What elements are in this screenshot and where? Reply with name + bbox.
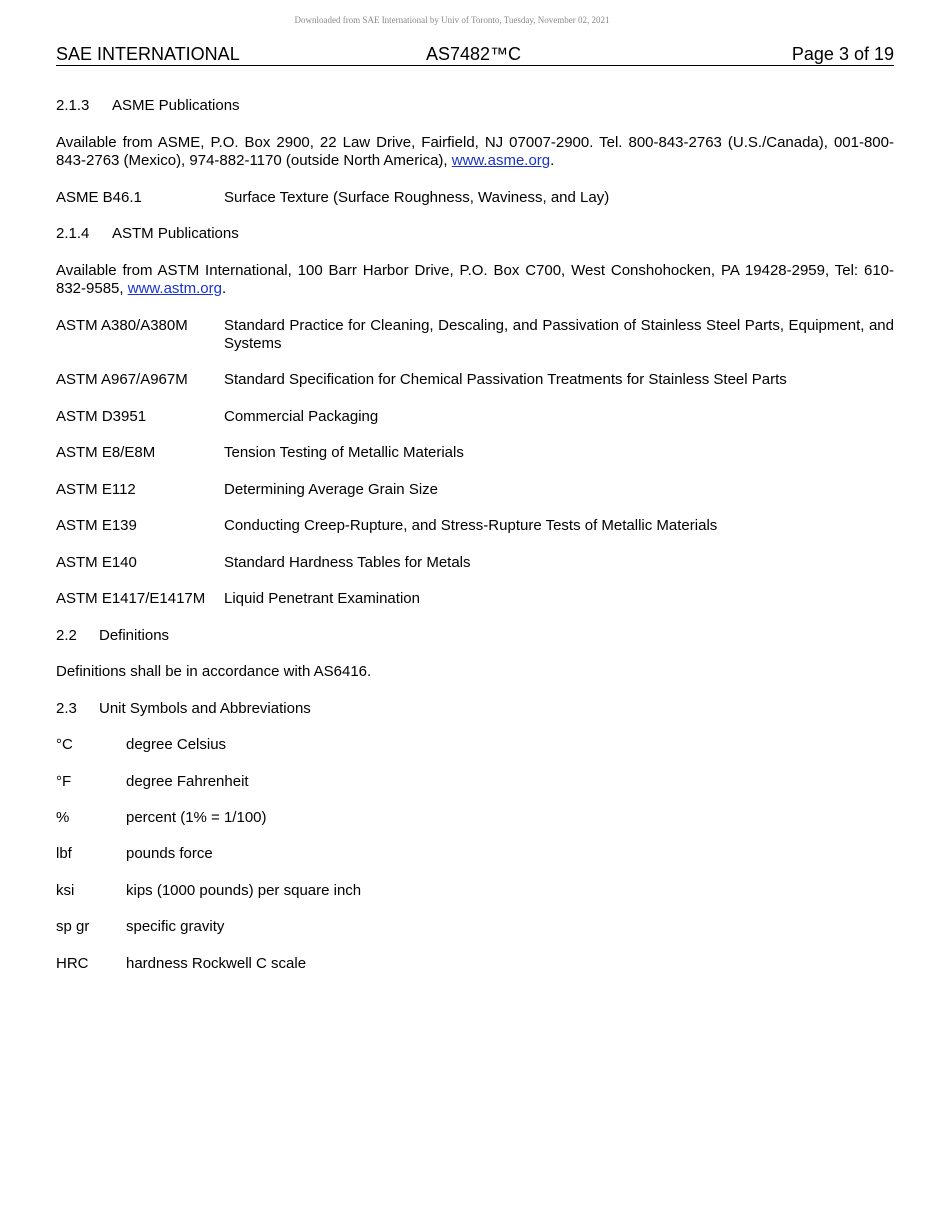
reference-description: Conducting Creep-Rupture, and Stress-Rupture Tests of Metallic Materials: [224, 517, 718, 534]
unit-row: [56, 845, 894, 863]
reference-code: ASTM E8/E8M: [56, 444, 156, 461]
reference-description: Tension Testing of Metallic Materials: [224, 444, 464, 461]
availability-text: Available from ASTM International, 100 Barr Harbor Drive, P.O. Box C700, West Conshohocken, PA 19428-2959, Tel: 610-832-9585,: [56, 262, 894, 297]
reference-row: [56, 481, 894, 499]
section-number: 2.2: [56, 627, 77, 644]
reference-description: Surface Texture (Surface Roughness, Waviness, and Lay): [224, 189, 610, 206]
section-title: ASTM Publications: [112, 225, 239, 242]
reference-description: Commercial Packaging: [224, 408, 379, 425]
reference-code: ASTM E1417/E1417M: [56, 590, 206, 607]
section-heading-asme: [56, 97, 894, 115]
reference-row: [56, 408, 894, 426]
unit-row: [56, 955, 894, 973]
astm-link[interactable]: www.astm.org: [127, 280, 222, 297]
unit-symbol: °F: [56, 773, 72, 790]
reference-code: ASTM D3951: [56, 408, 147, 425]
section-number: 2.3: [56, 700, 77, 717]
reference-code: ASTM E112: [56, 481, 136, 498]
reference-description: Liquid Penetrant Examination: [224, 590, 420, 607]
section-number: 2.1.4: [56, 225, 90, 242]
unit-meaning: specific gravity: [126, 918, 225, 935]
reference-code: ASTM A380/A380M: [56, 317, 188, 334]
reference-code: ASTM E139: [56, 517, 137, 534]
header-doc-id: AS7482™C: [426, 44, 522, 64]
unit-symbol: HRC: [56, 955, 89, 972]
section-heading-astm: [56, 225, 894, 243]
unit-symbol: sp gr: [56, 918, 90, 935]
section-heading-definitions: [56, 627, 894, 645]
section-number: 2.1.3: [56, 97, 90, 114]
asme-availability: Available from ASME, P.O. Box 2900, 22 Law Drive, Fairfield, NJ 07007-2900. Tel. 800-843-2763 (U.S./Canada), 001-800-843-2763 (Mexico), 974-882-1170 (outside North America), www.asme.org.: [56, 134, 894, 169]
reference-code: ASTM E140: [56, 554, 137, 571]
unit-symbol: lbf: [56, 845, 72, 862]
reference-description: Standard Specification for Chemical Passivation Treatments for Stainless Steel Parts: [224, 371, 787, 388]
reference-code: ASME B46.1: [56, 189, 142, 206]
unit-meaning: degree Fahrenheit: [126, 773, 249, 790]
unit-row: [56, 809, 894, 827]
reference-row: [56, 189, 894, 207]
section-title: Unit Symbols and Abbreviations: [99, 700, 311, 717]
unit-meaning: degree Celsius: [126, 736, 227, 753]
reference-description: Standard Hardness Tables for Metals: [224, 554, 471, 571]
reference-description: Standard Practice for Cleaning, Descaling, and Passivation of Stainless Steel Parts, Equipment, and Systems: [224, 317, 894, 352]
unit-row: [56, 882, 894, 900]
section-title: ASME Publications: [112, 97, 240, 114]
unit-meaning: percent (1% = 1/100): [126, 809, 267, 826]
unit-row: [56, 736, 894, 754]
reference-row: [56, 554, 894, 572]
section-title: Definitions: [99, 627, 170, 644]
document-body: [56, 97, 894, 973]
section-heading-units: [56, 700, 894, 718]
unit-meaning: pounds force: [126, 845, 213, 862]
header-org: SAE INTERNATIONAL: [56, 44, 240, 64]
unit-meaning: kips (1000 pounds) per square inch: [126, 882, 362, 899]
unit-symbol: °C: [56, 736, 73, 753]
unit-meaning: hardness Rockwell C scale: [126, 955, 307, 972]
reference-description: Determining Average Grain Size: [224, 481, 438, 498]
unit-symbol: ksi: [56, 882, 75, 899]
availability-text: Available from ASME, P.O. Box 2900, 22 Law Drive, Fairfield, NJ 07007-2900. Tel. 800-843-2763 (U.S./Canada), 001-800-843-2763 (Mexico), 974-882-1170 (outside North America),: [56, 134, 894, 169]
reference-row: [56, 590, 894, 608]
astm-availability: Available from ASTM International, 100 Barr Harbor Drive, P.O. Box C700, West Conshohocken, PA 19428-2959, Tel: 610-832-9585, www.astm.org.: [56, 262, 894, 297]
unit-row: [56, 918, 894, 936]
reference-row: [56, 371, 894, 389]
asme-link[interactable]: www.asme.org: [451, 152, 551, 169]
download-watermark: Downloaded from SAE International by Univ of Toronto, Tuesday, November 02, 2021: [294, 15, 610, 25]
reference-row: [56, 317, 894, 353]
reference-row: [56, 444, 894, 462]
page-header: [56, 44, 894, 66]
reference-row: [56, 517, 894, 535]
reference-code: ASTM A967/A967M: [56, 371, 188, 388]
unit-row: [56, 773, 894, 791]
definitions-text: Definitions shall be in accordance with AS6416.: [56, 663, 372, 680]
unit-symbol: %: [56, 809, 70, 826]
header-page-number: Page 3 of 19: [791, 44, 894, 64]
